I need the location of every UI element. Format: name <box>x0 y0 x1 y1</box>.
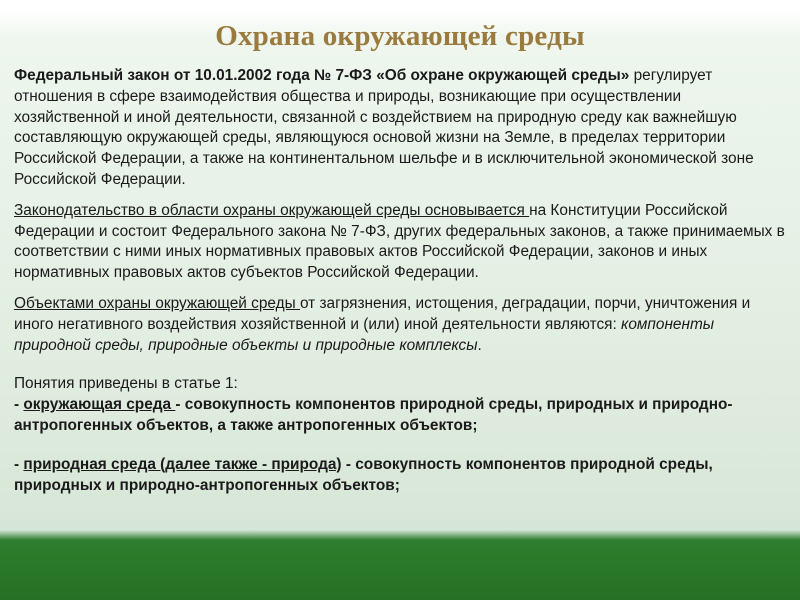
slide-body <box>14 66 790 506</box>
term-environment: окружающая среда <box>23 396 176 414</box>
objects-text: от загрязнения, истощения, деградации, порчи, уничтожения и иного негативного воздействия хозяйственной и (или) иной деятельности являются: <box>14 294 751 333</box>
paragraph-legislation <box>14 201 790 284</box>
paragraph-nature <box>14 455 790 497</box>
definition-environment: - совокупность компонентов природной среды, природных и природно-антропогенных объектов, а также антропогенных объектов; <box>14 396 733 434</box>
definitions-intro: Понятия приведены в статье 1: <box>14 375 238 393</box>
definition-dash-2: - <box>14 455 24 473</box>
objects-heading: Объектами охраны окружающей среды <box>14 294 300 312</box>
legislation-text: на Конституции Российской Федерации и состоит Федерального закона № 7-ФЗ, других федеральных законов, а также принимаемых в соответствии с ними иных нормативных правовых актов Российской Федерации, законов и иных нормативных правовых актов субъектов Российской Федерации. <box>14 201 785 282</box>
legislation-heading: Законодательство в области охраны окружающей среды основывается <box>14 201 530 219</box>
definition-dash: - <box>14 396 24 414</box>
paragraph-definitions <box>14 374 790 436</box>
paragraph-objects <box>14 294 790 356</box>
law-description: регулирует отношения в сфере взаимодействия общества и природы, возникающие при осуществлении хозяйственной и иной деятельности, связанной с воздействием на природную среду как важнейшую составляющую окружающей среды, являющуюся основой жизни на Земле, в пределах территории Российской Федерации, а также на континентальном шельфе и в исключительной экономической зоне Российской Федерации. <box>14 67 754 188</box>
law-name: Федеральный закон от 10.01.2002 года № 7-ФЗ «Об охране окружающей среды» <box>14 67 630 84</box>
definition-nature: - совокупность компонентов природной среды, природных и природно-антропогенных объектов; <box>14 455 713 494</box>
paragraph-law <box>14 66 790 191</box>
slide-title: Охрана окружающей среды <box>215 20 585 52</box>
objects-end: . <box>477 336 482 354</box>
term-nature: природная среда (далее также - природа) <box>23 455 342 473</box>
objects-list: компоненты природной среды, природные объекты и природные комплексы <box>14 315 715 354</box>
